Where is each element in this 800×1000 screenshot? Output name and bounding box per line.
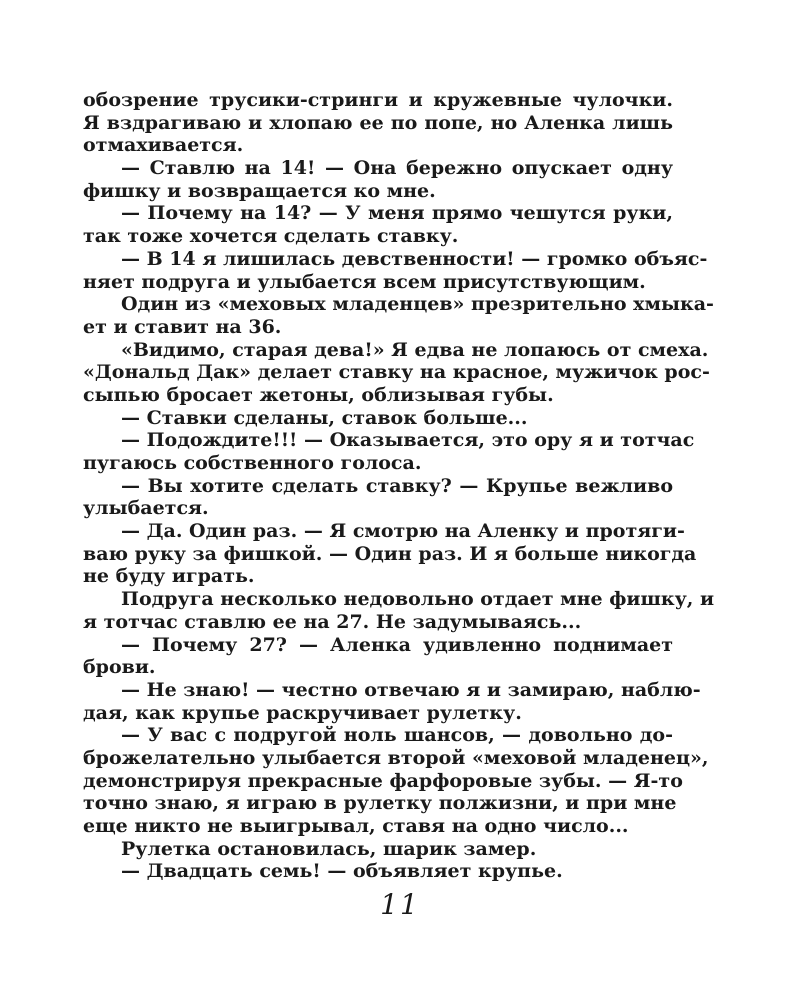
text-line: сыпью бросает жетоны, облизывая губы. xyxy=(83,383,554,406)
text-line: брожелательно улыбается второй «меховой младенец», xyxy=(83,746,709,769)
text-line: — Двадцать семь! — объявляет крупье. xyxy=(121,860,563,883)
text-line: точно знаю, я играю в рулетку полжизни, и при мне xyxy=(83,792,677,815)
text-line: — В 14 я лишилась девственности! — громко объяс- xyxy=(121,247,708,270)
text-line: пугаюсь собственного голоса. xyxy=(83,452,422,474)
text-line: «Дональд Дак» делает ставку на красное, мужичок рос- xyxy=(83,361,710,384)
text-line: — Подождите!!! — Оказывается, это ору я и тотчас xyxy=(121,429,695,452)
text-line: — Не знаю! — честно отвечаю я и замираю, наблю- xyxy=(121,678,701,701)
text-line: «Видимо, старая дева!» Я едва не лопаюсь от смеха. xyxy=(121,338,709,361)
text-line: Я вздрагиваю и хлопаю ее по попе, но Аленка лишь xyxy=(83,111,673,134)
text-line: Рулетка остановилась, шарик замер. xyxy=(121,837,537,860)
text-line: Подруга несколько недовольно отдает мне фишку, и xyxy=(121,588,715,611)
text-line: улыбается. xyxy=(83,497,209,520)
text-line: няет подруга и улыбается всем присутствующим. xyxy=(83,270,646,293)
text-line: ет и ставит на 36. xyxy=(83,315,282,338)
text-line: — Ставки сделаны, ставок больше... xyxy=(121,406,528,429)
text-line: — Почему 27? — Аленка удивленно поднимает xyxy=(121,633,673,656)
text-line: — Вы хотите сделать ставку? — Крупье вежливо xyxy=(121,474,673,497)
text-line: фишку и возвращается ко мне. xyxy=(83,179,436,202)
text-line: — Да. Один раз. — Я смотрю на Аленку и протяги- xyxy=(121,520,685,543)
text-line: брови. xyxy=(83,656,156,679)
text-line: — Почему на 14? — У меня прямо чешутся руки, xyxy=(121,202,673,225)
text-line: демонстрируя прекрасные фарфоровые зубы. — Я-то xyxy=(83,769,683,792)
text-line: не буду играть. xyxy=(83,565,255,588)
text-line: еще никто не выигрывал, ставя на одно число... xyxy=(83,815,629,837)
text-line: дая, как крупье раскручивает рулетку. xyxy=(83,701,522,724)
text-line: отмахивается. xyxy=(83,134,244,157)
body-text xyxy=(83,89,715,883)
text-line: — У вас с подругой ноль шансов, — довольно до- xyxy=(121,724,673,747)
page-number: 11 xyxy=(380,888,420,921)
text-line: — Ставлю на 14! — Она бережно опускает одну xyxy=(121,157,673,180)
text-line: я тотчас ставлю ее на 27. Не задумываясь... xyxy=(83,610,582,633)
text-line: ваю руку за фишкой. — Один раз. И я больше никогда xyxy=(83,542,697,565)
text-line: Один из «меховых младенцев» презрительно хмыка- xyxy=(121,293,714,316)
text-line: так тоже хочется сделать ставку. xyxy=(83,225,459,248)
text-line: обозрение трусики-стринги и кружевные чулочки. xyxy=(83,89,673,111)
